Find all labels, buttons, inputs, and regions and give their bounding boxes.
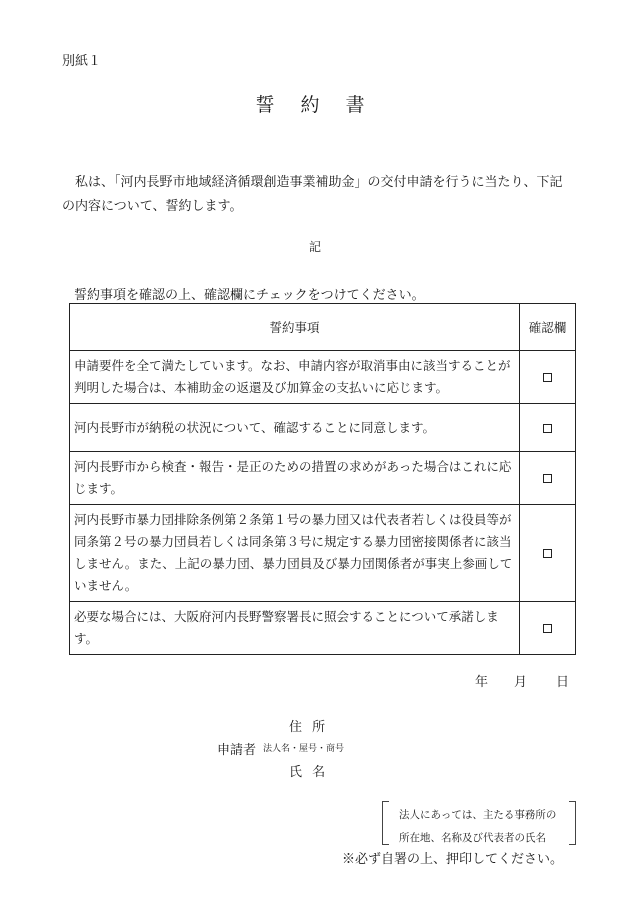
address-label: 住 所 [289, 720, 329, 735]
pledge-table [69, 303, 576, 655]
confirm-cell[interactable] [520, 404, 576, 452]
date-day: 日 [556, 675, 570, 690]
corporate-note-box [382, 801, 576, 843]
confirm-cell[interactable] [520, 505, 576, 602]
pledge-item-text: 河内長野市から検査・報告・是正のための措置の求めがあった場合はこれに応じます。 [70, 452, 520, 505]
name-label: 氏 名 [289, 765, 329, 780]
checkbox[interactable] [543, 424, 552, 433]
corp-name-note: 法人名・屋号・商号 [263, 744, 345, 754]
pledge-item-text: 河内長野市暴力団排除条例第２条第１号の暴力団又は代表者若しくは役員等が同条第２号の暴力団員若しくは同条第３号に規定する暴力団密接関係者に該当しません。また、上記の暴力団、暴力団員及び暴力団関係者が事実上参画していません。 [70, 505, 520, 602]
checkbox[interactable] [543, 624, 552, 633]
ki-heading: 記 [308, 240, 321, 254]
attachment-label: 別紙１ [62, 54, 102, 69]
confirm-cell[interactable] [520, 452, 576, 505]
bracket-left [382, 801, 389, 845]
table-row [70, 602, 576, 655]
table-header-row [70, 304, 576, 351]
applicant-label: 申請者 [217, 743, 257, 758]
pledge-item-text: 申請要件を全て満たしています。なお、申請内容が取消事由に該当することが判明した場合は、本補助金の返還及び加算金の支払いに応じます。 [70, 351, 520, 404]
checkbox[interactable] [543, 549, 552, 558]
instruction-text: 誓約事項を確認の上、確認欄にチェックをつけてください。 [74, 288, 425, 303]
footnote: ※必ず自署の上、押印してください。 [342, 852, 564, 867]
pledge-item-text: 必要な場合には、大阪府河内長野警察署長に照会することについて承諾します。 [70, 602, 520, 655]
checkbox[interactable] [543, 474, 552, 483]
pledge-item-text: 河内長野市が納税の状況について、確認することに同意します。 [70, 404, 520, 452]
header-check: 確認欄 [520, 304, 576, 351]
confirm-cell[interactable] [520, 351, 576, 404]
date-month: 月 [514, 675, 528, 690]
header-item: 誓約事項 [70, 304, 520, 351]
date-year: 年 [475, 675, 489, 690]
checkbox[interactable] [543, 373, 552, 382]
table-row [70, 505, 576, 602]
table-row [70, 452, 576, 505]
corp-box-line1: 法人にあっては、主たる事務所の [399, 809, 557, 821]
table-row [70, 404, 576, 452]
corp-box-line2: 所在地、名称及び代表者の氏名 [399, 832, 546, 844]
bracket-right [569, 801, 576, 845]
intro-paragraph: 私は、「河内長野市地域経済循環創造事業補助金」の交付申請を行うに当たり、下記の内容について、誓約します。 [62, 175, 563, 214]
table-row [70, 351, 576, 404]
document-title: 誓 約 書 [255, 94, 375, 116]
confirm-cell[interactable] [520, 602, 576, 655]
